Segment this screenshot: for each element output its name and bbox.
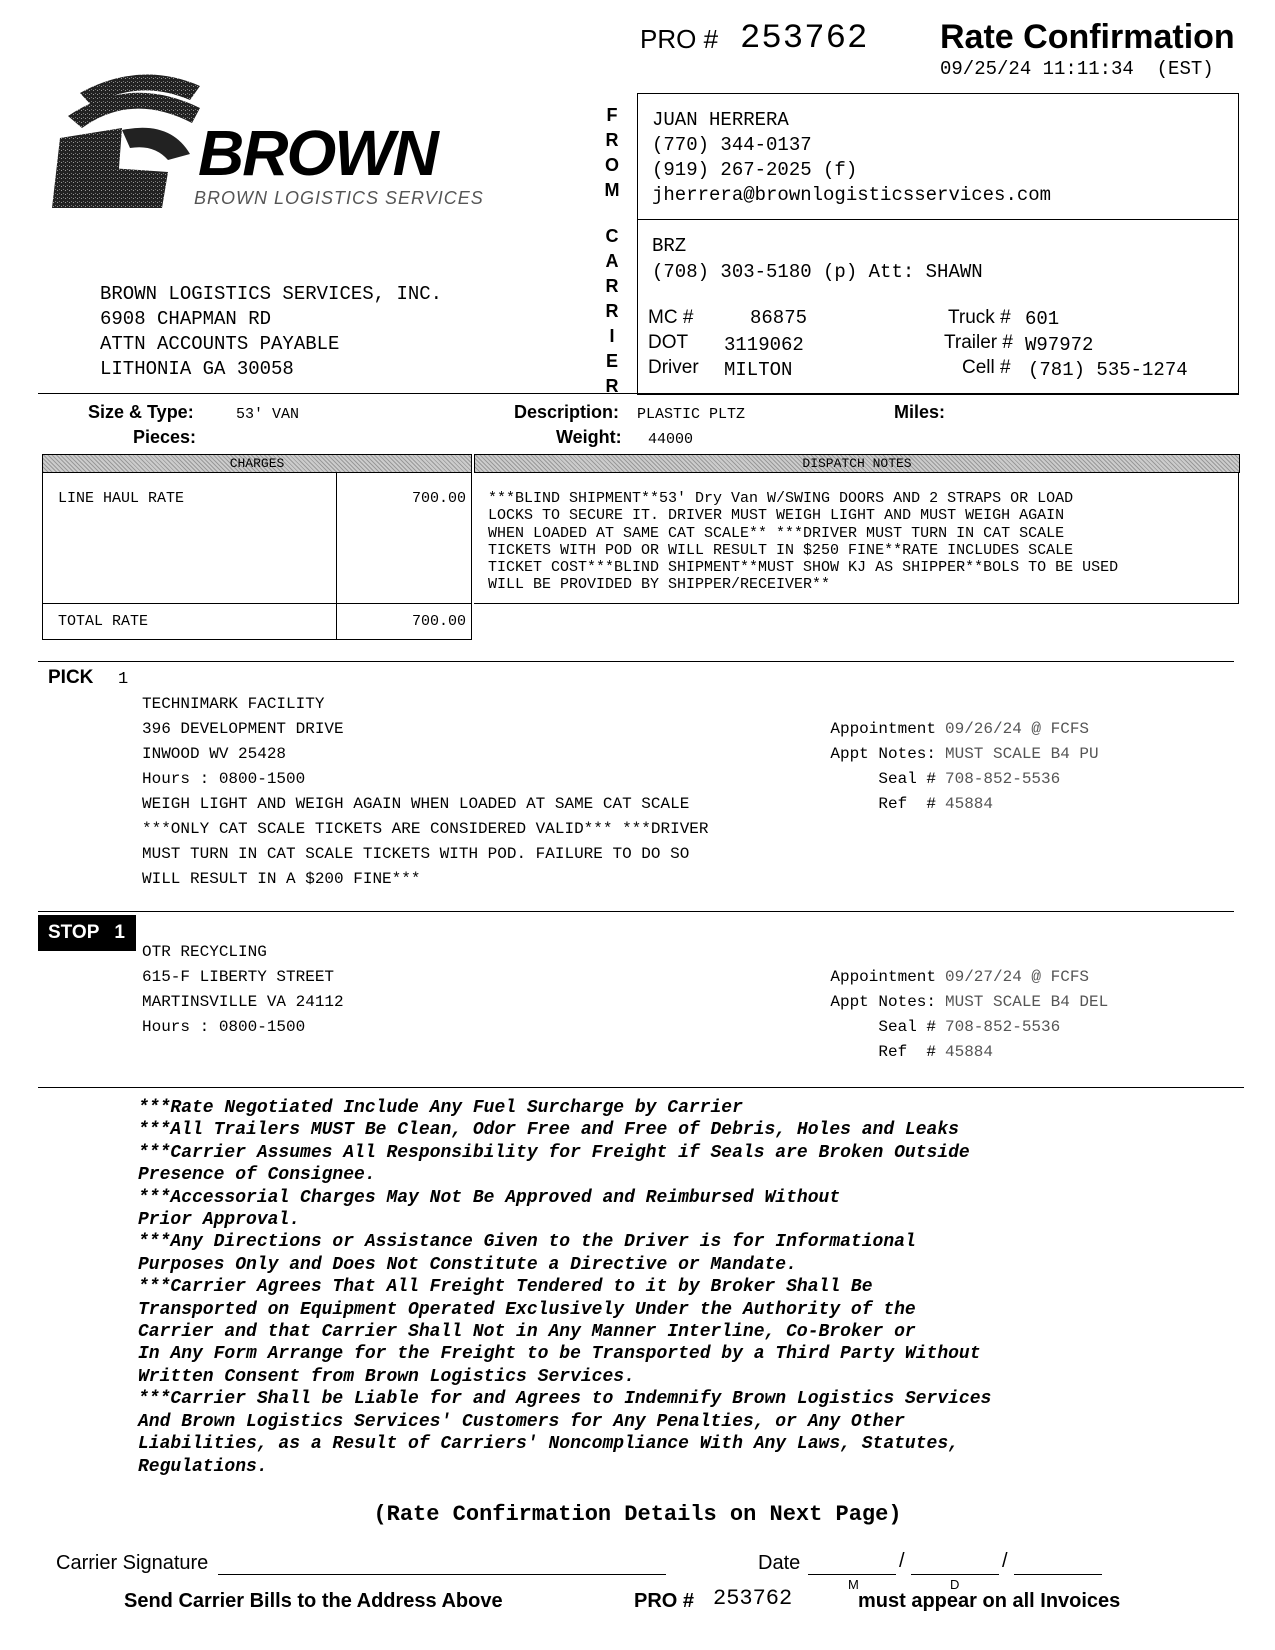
mc-label: MC #	[648, 307, 694, 328]
footer-pro-number: 253762	[713, 1586, 793, 1611]
driver-name: MILTON	[724, 359, 793, 381]
pick-line: 396 DEVELOPMENT DRIVE	[142, 720, 344, 738]
page-title: Rate Confirmation	[940, 18, 1235, 56]
appt-notes-label: Appt Notes:	[830, 993, 936, 1011]
from-fax: (919) 267-2025 (f)	[652, 159, 858, 181]
trailer-label: Trailer #	[944, 332, 1013, 353]
logo-tagline: BROWN LOGISTICS SERVICES	[194, 188, 484, 208]
terms-and-conditions: ***Rate Negotiated Include Any Fuel Surcharge by Carrier ***All Trailers MUST Be Clean, Odor Free and Free of Debris, Holes and Leaks ***Carrier Assumes All Responsibility for Freight if Seals are Broken Outside Presence of Consignee. ***Accessorial Charges May Not Be Approved and Reimbursed Without Prior Approval. ***Any Directions or Assistance Given to the Driver is for Informational Purposes Only and Does Not Constitute a Directive or Mandate. ***Carrier Agrees That All Freight Tendered to it by Broker Shall Be Transported on Equipment Operated Exclusively Under the Authority of the Carrier and that Carrier Shall Not in Any Manner Interline, Co-Broker or In Any Form Arrange for the Freight to be Transported by a Third Party Without Written Consent from Brown Logistics Services. ***Carrier Shall be Liable for and Agrees to Indemnify Brown Logistics Services And Brown Logistics Services' Customers for Any Penalties, or Any Other Liabilities, as a Result of Carriers' Noncompliance With Any Laws, Statutes, Regulations.	[138, 1098, 992, 1477]
carrier-contact	[652, 233, 983, 285]
bill-to-line: BROWN LOGISTICS SERVICES, INC.	[100, 283, 443, 305]
bill-to-address	[100, 282, 442, 382]
pick-line: WILL RESULT IN A $200 FINE***	[142, 870, 421, 888]
appointment-value: 09/26/24 @ FCFS	[945, 720, 1090, 738]
from-vertical-label	[600, 103, 624, 203]
divider	[38, 1087, 1244, 1088]
appointment-label: Appointment	[830, 968, 936, 986]
dot-number: 3119062	[724, 334, 804, 356]
total-rate-amount: 700.00	[411, 613, 466, 630]
from-email: jherrera@brownlogisticsservices.com	[652, 184, 1052, 206]
pick-number: 1	[118, 670, 129, 689]
total-rate-label: TOTAL RATE	[58, 613, 149, 630]
stop-appt-labels	[800, 965, 936, 1065]
ref-label: Ref #	[878, 1043, 936, 1061]
pick-location	[142, 692, 709, 892]
truck-label: Truck #	[948, 307, 1011, 328]
appt-notes-value: MUST SCALE B4 DEL	[945, 993, 1109, 1011]
bill-to-line: ATTN ACCOUNTS PAYABLE	[100, 333, 340, 355]
cell-number: (781) 535-1274	[1028, 359, 1188, 381]
pick-line: WEIGH LIGHT AND WEIGH AGAIN WHEN LOADED AT SAME CAT SCALE	[142, 795, 690, 813]
pick-line: INWOOD WV 25428	[142, 745, 287, 763]
bill-to-line: 6908 CHAPMAN RD	[100, 308, 272, 330]
stop-line: Hours : 0800-1500	[142, 1018, 306, 1036]
month-caption: M	[848, 1577, 859, 1592]
carrier-letter: R	[605, 276, 619, 296]
divider	[38, 911, 1234, 912]
dispatch-notes-header: DISPATCH NOTES	[474, 454, 1240, 473]
from-name: JUAN HERRERA	[652, 109, 789, 131]
carrier-letter: R	[605, 376, 619, 396]
carrier-letter: I	[609, 326, 615, 346]
driver-label: Driver	[648, 357, 699, 378]
carrier-vertical-label	[600, 224, 624, 399]
divider	[38, 661, 1234, 662]
dispatch-notes-text: ***BLIND SHIPMENT**53' Dry Van W/SWING DOORS AND 2 STRAPS OR LOAD LOCKS TO SECURE IT. DRIVER MUST WEIGH LIGHT AND MUST WEIGH AGAIN WHEN LOADED AT SAME CAT SCALE** ***DRIVER MUST TURN IN CAT SCALE TICKETS WITH POD OR WILL RESULT IN $250 FINE**RATE INCLUDES SCALE TICKET COST***BLIND SHIPMENT**MUST SHOW KJ AS SHIPPER**BOLS TO BE USED WILL BE PROVIDED BY SHIPPER/RECEIVER**	[488, 490, 1119, 594]
stop-line: 615-F LIBERTY STREET	[142, 968, 335, 986]
pick-line: ***ONLY CAT SCALE TICKETS ARE CONSIDERED VALID*** ***DRIVER	[142, 820, 709, 838]
from-letter: R	[605, 130, 619, 150]
pick-appt-labels	[800, 717, 936, 817]
footer-pro-label: PRO #	[634, 1590, 695, 1612]
stop-line: OTR RECYCLING	[142, 943, 267, 961]
stop-number: 1	[114, 922, 125, 943]
from-letter: F	[606, 105, 618, 125]
carrier-name: BRZ	[652, 235, 687, 257]
stop-label: STOP	[48, 922, 100, 943]
logo-wordmark: BROWN	[198, 117, 437, 189]
seal-value: 708-852-5536	[945, 1018, 1061, 1036]
truck-number: 601	[1025, 308, 1060, 330]
date-month-field[interactable]	[808, 1554, 896, 1575]
pieces-label: Pieces:	[133, 427, 197, 447]
from-letter: O	[604, 155, 619, 175]
date-label: Date	[758, 1552, 801, 1574]
seal-label: Seal #	[878, 770, 936, 788]
date-year-field[interactable]	[1014, 1554, 1102, 1575]
cell-label: Cell #	[962, 357, 1011, 378]
appointment-label: Appointment	[830, 720, 936, 738]
day-caption: D	[950, 1577, 960, 1592]
pick-line: TECHNIMARK FACILITY	[142, 695, 325, 713]
divider	[38, 393, 1238, 394]
from-phone: (770) 344-0137	[652, 134, 812, 156]
box-divider	[637, 219, 1239, 220]
next-page-note: (Rate Confirmation Details on Next Page)	[373, 1502, 902, 1527]
date-separator: /	[1002, 1550, 1008, 1572]
description-label: Description:	[514, 402, 620, 422]
pro-number: 253762	[740, 20, 869, 58]
charge-line-amount: 700.00	[411, 490, 466, 507]
size-type-value: 53' VAN	[236, 406, 300, 423]
seal-label: Seal #	[878, 1018, 936, 1036]
date-day-field[interactable]	[911, 1554, 999, 1575]
pick-label: PICK	[48, 667, 94, 688]
pick-line: Hours : 0800-1500	[142, 770, 306, 788]
ref-value: 45884	[945, 795, 994, 813]
pro-label: PRO #	[640, 24, 719, 54]
stop-badge	[38, 915, 136, 951]
document-datetime: 09/25/24 11:11:34 (EST)	[940, 58, 1214, 80]
charges-column-divider	[336, 472, 337, 640]
appt-notes-value: MUST SCALE B4 PU	[945, 745, 1099, 763]
miles-label: Miles:	[894, 402, 946, 422]
appointment-value: 09/27/24 @ FCFS	[945, 968, 1090, 986]
stop-appt-values	[945, 965, 1108, 1065]
ref-label: Ref #	[878, 795, 936, 813]
size-type-label: Size & Type:	[88, 402, 194, 422]
bill-to-line: LITHONIA GA 30058	[100, 358, 294, 380]
carrier-phone: (708) 303-5180 (p) Att: SHAWN	[652, 261, 983, 283]
trailer-number: W97972	[1025, 334, 1094, 356]
mc-number: 86875	[750, 307, 808, 329]
carrier-letter: A	[605, 251, 619, 271]
date-separator: /	[899, 1550, 905, 1572]
pick-appt-values	[945, 717, 1099, 817]
dot-label: DOT	[648, 332, 689, 353]
ref-value: 45884	[945, 1043, 994, 1061]
from-contact	[652, 108, 1051, 208]
description-value: PLASTIC PLTZ	[637, 406, 746, 423]
carrier-letter: C	[605, 226, 619, 246]
seal-value: 708-852-5536	[945, 770, 1061, 788]
appt-notes-label: Appt Notes:	[830, 745, 936, 763]
carrier-signature-field[interactable]	[218, 1554, 666, 1575]
pick-line: MUST TURN IN CAT SCALE TICKETS WITH POD. FAILURE TO DO SO	[142, 845, 690, 863]
weight-value: 44000	[648, 431, 694, 448]
send-bills-note: Send Carrier Bills to the Address Above	[124, 1590, 503, 1612]
invoice-note: must appear on all Invoices	[858, 1590, 1121, 1612]
from-letter: M	[604, 180, 620, 200]
carrier-letter: R	[605, 301, 619, 321]
carrier-letter: E	[605, 351, 618, 371]
carrier-signature-label: Carrier Signature	[56, 1552, 209, 1574]
brown-logo	[50, 68, 510, 228]
charges-header: CHARGES	[42, 454, 472, 473]
charge-line-label: LINE HAUL RATE	[58, 490, 185, 507]
stop-location	[142, 940, 344, 1040]
weight-label: Weight:	[556, 427, 622, 447]
stop-line: MARTINSVILLE VA 24112	[142, 993, 344, 1011]
